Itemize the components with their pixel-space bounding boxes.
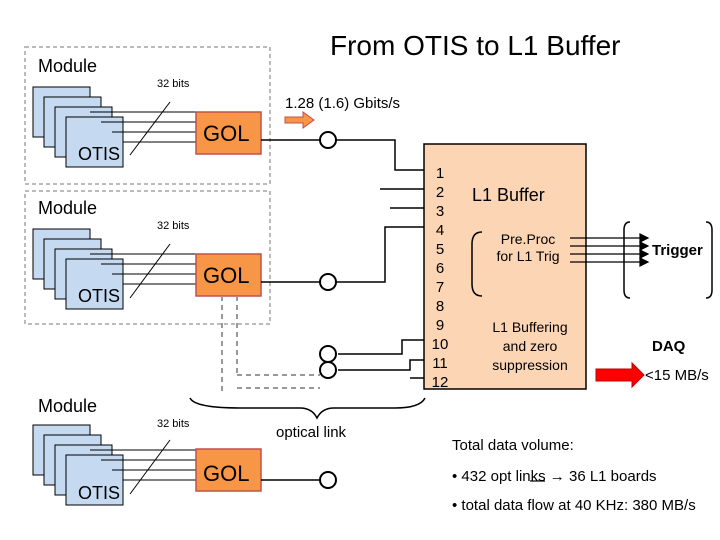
link-rate-label: 1.28 (1.6) Gbits/s (285, 95, 401, 112)
daq-label: DAQ (652, 338, 686, 355)
daq-rate-label: <15 MB/s (645, 367, 709, 384)
gol-label-1: GOL (203, 121, 250, 146)
trigger-label: Trigger (652, 242, 703, 259)
optical-link-brace (190, 398, 425, 418)
link-number: 6 (435, 260, 445, 277)
link-number: 9 (435, 317, 445, 334)
link-number: 10 (431, 336, 449, 353)
optical-link-label: optical link (276, 424, 347, 441)
summary-heading: Total data volume: (452, 437, 574, 454)
link-number: 7 (435, 279, 445, 296)
module-label-3: Module (38, 396, 98, 416)
link-number-list (425, 164, 455, 392)
page-title: From OTIS to L1 Buffer (330, 30, 621, 61)
l1-buffer-title: L1 Buffer (472, 185, 545, 205)
gol-label-3: GOL (203, 461, 250, 486)
link-number: 11 (432, 355, 448, 372)
buffering-line-2: and zero (502, 338, 558, 354)
summary-line-1: • 432 opt links → 36 L1 boards (452, 468, 657, 485)
link-number: 4 (435, 222, 445, 239)
link-number: 8 (435, 298, 445, 315)
fiber-lines (336, 140, 424, 378)
preproc-line-1: Pre.Proc (500, 231, 556, 247)
gol-label-2: GOL (203, 263, 250, 288)
otis-label-3: OTIS (78, 483, 121, 503)
summary-line-2: • total data flow at 40 KHz: 380 MB/s (452, 497, 696, 514)
otis-label-1: OTIS (78, 144, 121, 164)
preproc-line-2: for L1 Trig (496, 248, 560, 264)
daq-arrow (596, 363, 644, 387)
bits-label-3: 32 bits (157, 418, 190, 430)
link-number: 2 (435, 184, 445, 201)
otis-label-2: OTIS (78, 286, 121, 306)
link-number: 5 (435, 241, 445, 258)
link-number: 12 (431, 374, 449, 391)
buffering-label (475, 318, 585, 375)
bits-label-2: 32 bits (157, 220, 190, 232)
buffering-line-1: L1 Buffering (492, 319, 568, 335)
bits-label-1: 32 bits (157, 78, 190, 90)
link-number: 3 (435, 203, 445, 220)
link-number: 1 (435, 165, 445, 182)
link-rate-arrow (285, 112, 314, 128)
buffering-line-3: suppression (492, 357, 568, 373)
module-label-2: Module (38, 198, 98, 218)
preproc-label (478, 231, 578, 265)
module-label-1: Module (38, 56, 98, 76)
